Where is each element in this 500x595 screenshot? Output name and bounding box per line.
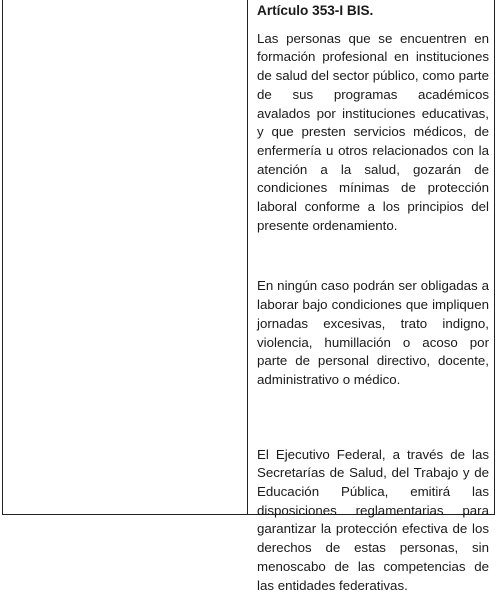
article-paragraph-3: El Ejecutivo Federal, a través de las Secretarías de Salud, del Trabajo y de Educación Pública, emitirá las disposiciones reglamentarias para garantizar la protección efectiva de los derechos de estas personas, sin menoscabo de las competencias de las entidades federativas. xyxy=(257,446,489,593)
comparison-table xyxy=(2,0,495,593)
article-paragraph-1: Las personas que se encuentren en formación profesional en instituciones de salud del sector público, como parte de sus programas académicos avalados por instituciones educativas, y que presten servicios médicos, de enfermería u otros relacionados con la atención a la salud, gozarán de condiciones mínimas de protección laboral conforme a los principios del presente ordenamiento. xyxy=(257,30,489,233)
article-paragraph-2: En ningún caso podrán ser obligadas a laborar bajo condiciones que impliquen jornadas excesivas, trato indigno, violencia, humillación o acoso por parte de personal directivo, docente, administrativo o médico. xyxy=(257,278,489,387)
left-column-cell-empty xyxy=(3,0,247,514)
right-column-cell xyxy=(257,2,489,595)
article-title: Artículo 353-I BIS. xyxy=(257,3,374,18)
column-divider xyxy=(247,0,248,514)
